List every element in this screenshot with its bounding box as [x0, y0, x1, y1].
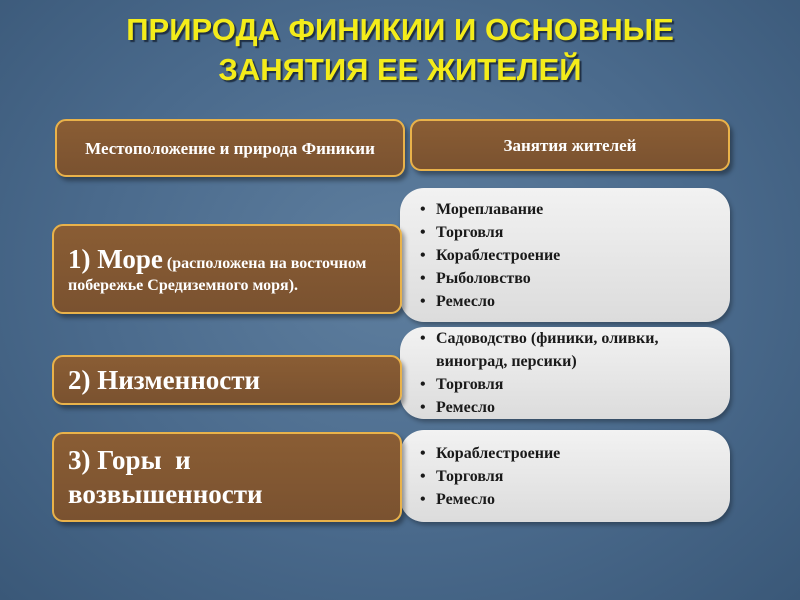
occupations-list-lowlands: [400, 327, 710, 419]
occupations-panel-mountains: [400, 430, 730, 522]
list-item: • Торговля: [420, 373, 710, 396]
region-box-mountains: [52, 432, 402, 522]
slide-title: [0, 10, 800, 90]
list-item: • Торговля: [420, 221, 560, 244]
region-sea-note: (расположена на восточном побережье Средиземного моря).: [68, 254, 367, 294]
list-item: • Садоводство (финики, оливки, виноград, персики): [420, 327, 710, 373]
slide-title-line-2: ЗАНЯТИЯ ЕЕ ЖИТЕЛЕЙ: [218, 52, 582, 87]
list-item: • Кораблестроение: [420, 442, 560, 465]
header-location-nature: [55, 119, 405, 177]
region-mountains-label: 3) Горы и возвышенности: [68, 445, 263, 509]
list-item: • Ремесло: [420, 290, 560, 313]
list-item: • Мореплавание: [420, 198, 560, 221]
list-item: • Ремесло: [420, 396, 710, 419]
region-lowlands-label: 2) Низменности: [68, 365, 261, 395]
header-location-nature-label: Местоположение и природа Финикии: [85, 138, 375, 158]
header-occupations-label: Занятия жителей: [503, 135, 637, 155]
occupations-panel-lowlands: [400, 327, 730, 419]
region-box-lowlands: [52, 355, 402, 405]
slide-title-line-1: ПРИРОДА ФИНИКИИ И ОСНОВНЫЕ: [126, 12, 674, 47]
occupations-panel-sea: [400, 188, 730, 322]
occupations-list-mountains: [400, 442, 560, 511]
list-item: • Ремесло: [420, 488, 560, 511]
list-item: • Кораблестроение: [420, 244, 560, 267]
list-item: • Рыболовство: [420, 267, 560, 290]
region-box-sea: [52, 224, 402, 314]
list-item: • Торговля: [420, 465, 560, 488]
occupations-list-sea: [400, 198, 560, 313]
region-sea-label: 1) Море: [68, 243, 163, 274]
header-occupations: [410, 119, 730, 171]
region-sea-text: [68, 243, 386, 296]
